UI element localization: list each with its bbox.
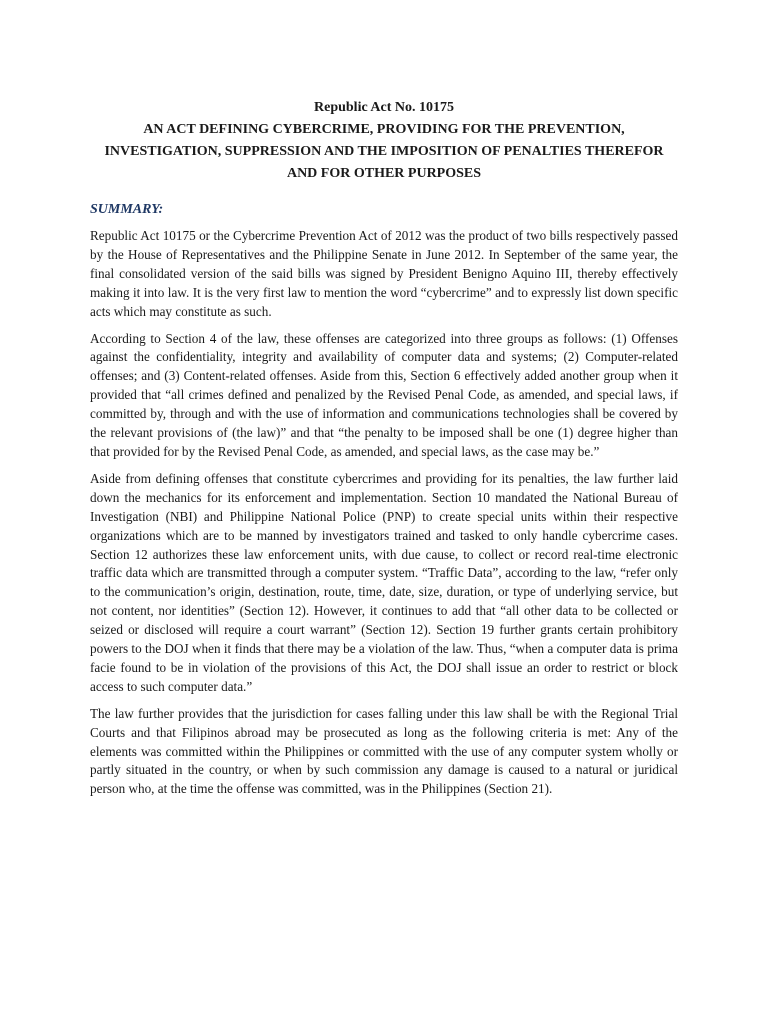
document-page [90,97,678,807]
act-title: AN ACT DEFINING CYBERCRIME, PROVIDING FOR THE PREVENTION, INVESTIGATION, SUPPRESSION AND THE IMPOSITION OF PENALTIES THEREFOR AND FOR OTHER PURPOSES [104,122,664,181]
summary-paragraph-4: The law further provides that the jurisdiction for cases falling under this law shall be with the Regional Trial Courts and that Filipinos abroad may be prosecuted as long as the following criteria is met: Any of the elements was committed within the Philippines or committed with the use of any computer system wholly or partly situated in the country, or when by such commission any damage is caused to a natural or juridical person who, at the time the offense was committed, was in the Philippines (Section 21). [90,705,678,797]
summary-label: SUMMARY: [90,202,164,217]
summary-paragraph-1: Republic Act 10175 or the Cybercrime Prevention Act of 2012 was the product of two bills respectively passed by the House of Representatives and the Philippine Senate in June 2012. In September of the same year, the final consolidated version of the said bills was signed by President Benigno Aquino III, thereby effectively making it into law. It is the very first law to mention the word “cybercrime” and to expressly list down specific acts which may constitute as such. [90,228,678,319]
summary-paragraph-2: According to Section 4 of the law, these offenses are categorized into three groups as follows: (1) Offenses against the confidentiality, integrity and availability of computer data and systems; (2) Computer-related offenses; and (3) Content-related offenses. Aside from this, Section 6 effectively added another group when it provided that “all crimes defined and penalized by the Revised Penal Code, as amended, and special laws, if committed by, through and with the use of information and communications technologies shall be covered by the relevant provisions of (the law)” and that “the penalty to be imposed shall be one (1) degree higher than that provided for by the Revised Penal Code, as amended, and special laws, as the case may be.” [90,330,678,459]
summary-paragraph-3: Aside from defining offenses that constitute cybercrimes and providing for its penalties, the law further laid down the mechanics for its enforcement and implementation. Section 10 mandated the National Bureau of Investigation (NBI) and Philippine National Police (PNP) to create special units within their respective organizations which are to be manned by investigators trained and tasked to only handle cybercrime cases. Section 12 authorizes these law enforcement units, with due cause, to collect or record real-time electronic traffic data which are transmitted through a computer system. “Traffic Data”, according to the law, “refer only to the communication’s origin, destination, route, time, date, size, duration, or type of underlying service, but not content, nor identities” (Section 12). However, it continues to add that “all other data to be collected or seized or disclosed will require a court warrant” (Section 12). Section 19 further grants certain prohibitory powers to the DOJ when it finds that there may be a violation of the law. Thus, “when a computer data is prima facie found to be in violation of the provisions of this Act, the DOJ shall issue an order to restrict or block access to such computer data.” [90,470,678,694]
act-number: Republic Act No. 10175 [314,100,454,115]
document-heading [90,97,678,185]
